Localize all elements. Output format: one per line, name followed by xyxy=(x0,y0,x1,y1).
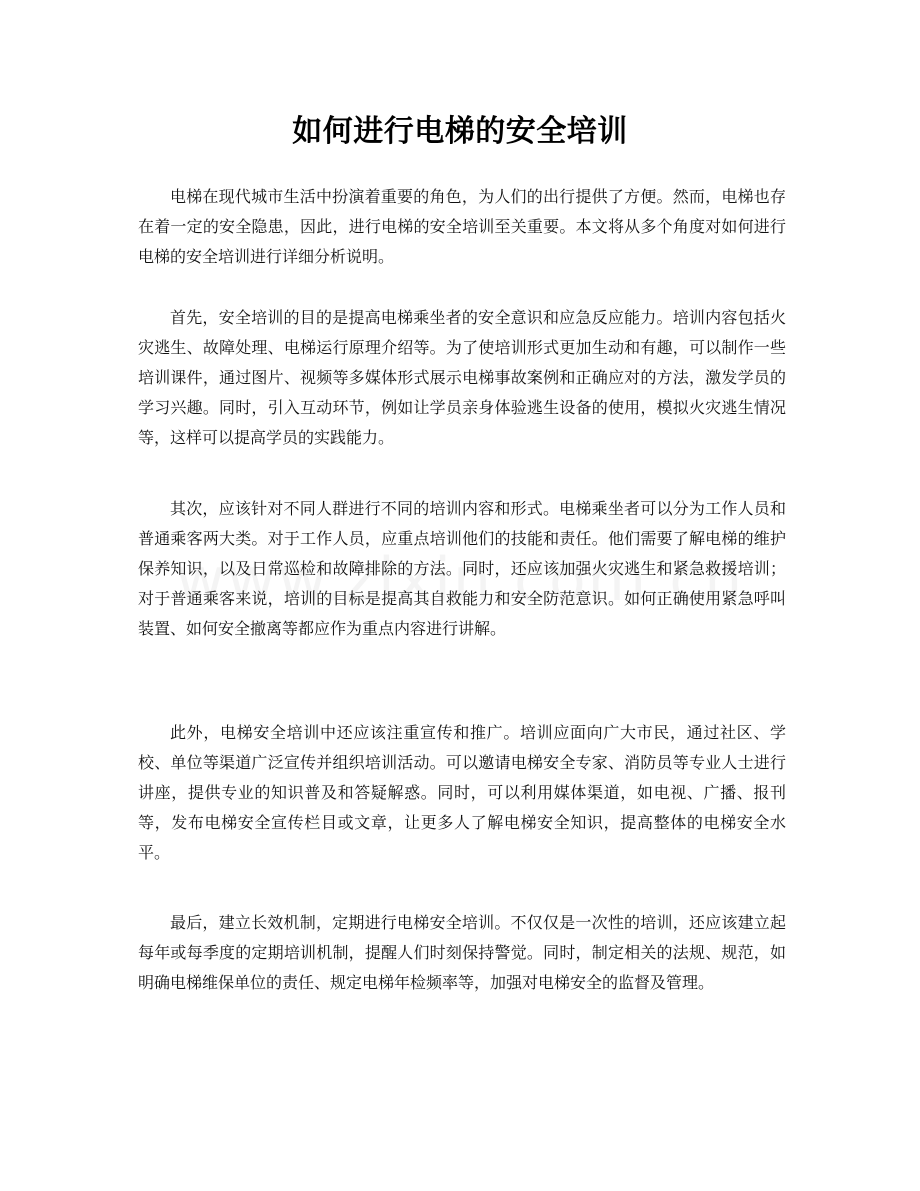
paragraph-last: 最后，建立长效机制，定期进行电梯安全培训。不仅仅是一次性的培训，还应该建立起每年或每季度的定期培训机制，提醒人们时刻保持警觉。同时，制定相关的法规、规范，如明确电梯维保单位的责任、规定电梯年检频率等，加强对电梯安全的监督及管理。 xyxy=(138,913,786,992)
paragraph-intro: 电梯在现代城市生活中扮演着重要的角色，为人们的出行提供了方便。然而，电梯也存在着一定的安全隐患，因此，进行电梯的安全培训至关重要。本文将从多个角度对如何进行电梯的安全培训进行详细分析说明。 xyxy=(138,187,786,266)
paragraph-second: 其次，应该针对不同人群进行不同的培训内容和形式。电梯乘坐者可以分为工作人员和普通乘客两大类。对于工作人员，应重点培训他们的技能和责任。他们需要了解电梯的维护保养知识，以及日常巡检和故障排除的方法。同时，还应该加强火灾逃生和紧急救援培训；对于普通乘客来说，培训的目标是提高其自救能力和安全防范意识。如何正确使用紧急呼叫装置、如何安全撤离等都应作为重点内容进行讲解。 xyxy=(138,499,786,638)
paragraph-first: 首先，安全培训的目的是提高电梯乘坐者的安全意识和应急反应能力。培训内容包括火灾逃生、故障处理、电梯运行原理介绍等。为了使培训形式更加生动和有趣，可以制作一些培训课件，通过图片、视频等多媒体形式展示电梯事故案例和正确应对的方法，激发学员的学习兴趣。同时，引入互动环节，例如让学员亲身体验逃生设备的使用，模拟火灾逃生情况等，这样可以提高学员的实践能力。 xyxy=(138,308,786,447)
document-title: 如何进行电梯的安全培训 xyxy=(292,114,628,149)
paragraph-third: 此外，电梯安全培训中还应该注重宣传和推广。培训应面向广大市民，通过社区、学校、单位等渠道广泛宣传并组织培训活动。可以邀请电梯安全专家、消防员等专业人士进行讲座，提供专业的知识普及和答疑解惑。同时，可以利用媒体渠道，如电视、广播、报刊等，发布电梯安全宣传栏目或文章，让更多人了解电梯安全知识，提高整体的电梯安全水平。 xyxy=(138,723,786,862)
